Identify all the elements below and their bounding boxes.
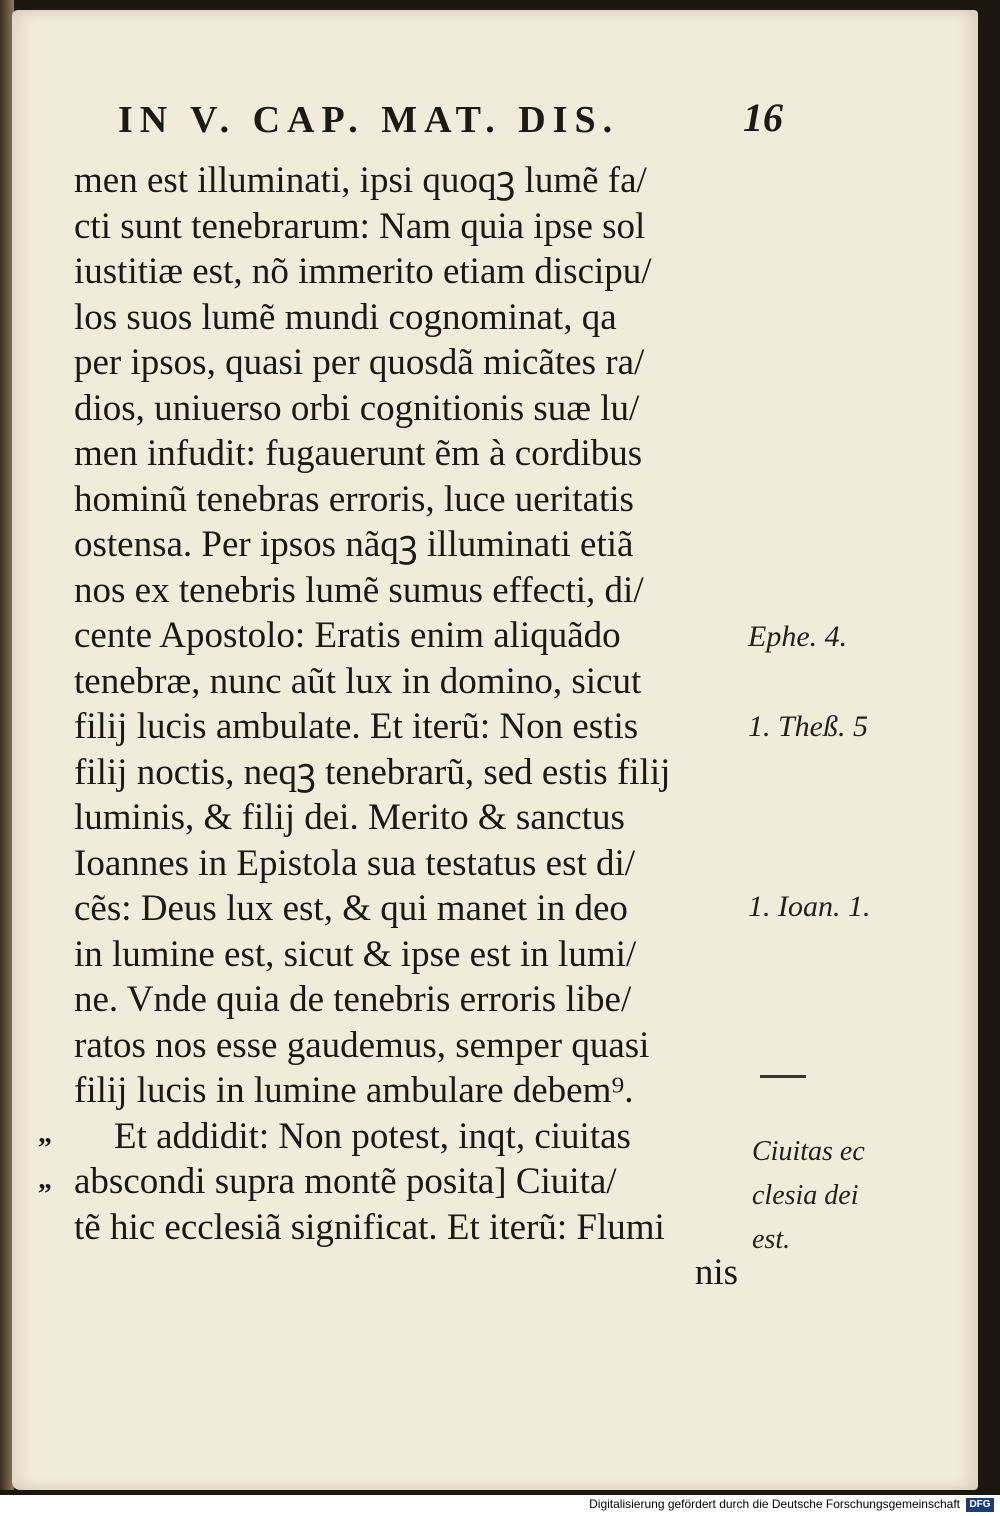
body-text [74,158,754,1296]
quote-mark: „ [38,1118,52,1149]
quote-mark: „ [38,1164,52,1195]
running-head: IN V. CAP. MAT. DIS. [118,99,620,141]
text-line: luminis, & filij dei. Merito & sanctus [74,797,625,838]
text-line: filij noctis, neqꝫ tenebrarũ, sed estis filij [74,751,671,793]
marginal-note: 1. Ioan. 1. [748,890,871,923]
text-line: tẽ hic ecclesiã significat. Et iterũ: Flumi [74,1206,665,1248]
text-line: men infudit: fugauerunt ẽm à cordibus [74,433,643,474]
catchword: nis [694,1252,738,1293]
marginal-dash [760,1075,806,1078]
text-line: los suos lumẽ mundi cognominat, qa [74,296,617,338]
marginal-note: 1. Theß. 5 [748,710,868,743]
text-line: filij lucis in lumine ambulare debem⁹. [74,1070,634,1111]
text-line: cti sunt tenebrarum: Nam quia ipse sol [74,205,646,247]
page-header [118,95,798,148]
text-line: dios, uniuerso orbi cognitionis suæ lu/ [74,387,640,429]
text-line: iustitiæ est, nõ immerito etiam discipu/ [74,251,652,292]
text-line: cẽs: Deus lux est, & qui manet in deo [74,888,628,929]
text-line: hominũ tenebras erroris, luce ueritatis [74,478,634,520]
text-line: tenebræ, nunc aũt lux in domino, sicut [74,660,642,702]
text-line: nos ex tenebris lumẽ sumus effecti, di/ [74,569,644,611]
dfg-logo: DFG [966,1498,994,1512]
text-line: ratos nos esse gaudemus, semper quasi [74,1024,650,1066]
text-line: ne. Vnde quia de tenebris erroris libe/ [74,979,632,1020]
marginal-note: Ephe. 4. [748,620,848,653]
text-line: cente Apostolo: Eratis enim aliquãdo [74,615,621,656]
page-number: 16 [743,95,783,140]
marginal-note: est. [752,1224,791,1255]
footer-credit: Digitalisierung gefördert durch die Deutsche Forschungsgemeinschaft [589,1497,960,1511]
marginal-note: Ciuitas ec [752,1136,865,1167]
text-line: per ipsos, quasi per quosdã micãtes ra/ [74,342,645,383]
text-line: abscondi supra montẽ posita] Ciuita/ [74,1161,617,1202]
text-line: Ioannes in Epistola sua testatus est di/ [74,842,636,884]
marginal-note: clesia dei [752,1180,859,1211]
text-line: in lumine est, sicut & ipse est in lumi/ [74,933,637,975]
text-line: filij lucis ambulate. Et iterũ: Non estis [74,706,639,747]
text-line: ostensa. Per ipsos nãqꝫ illuminati etiã [74,524,634,565]
text-line: Et addidit: Non potest, inqt, ciuitas [114,1115,631,1157]
text-line: men est illuminati, ipsi quoqꝫ lumẽ fa/ [74,160,647,201]
